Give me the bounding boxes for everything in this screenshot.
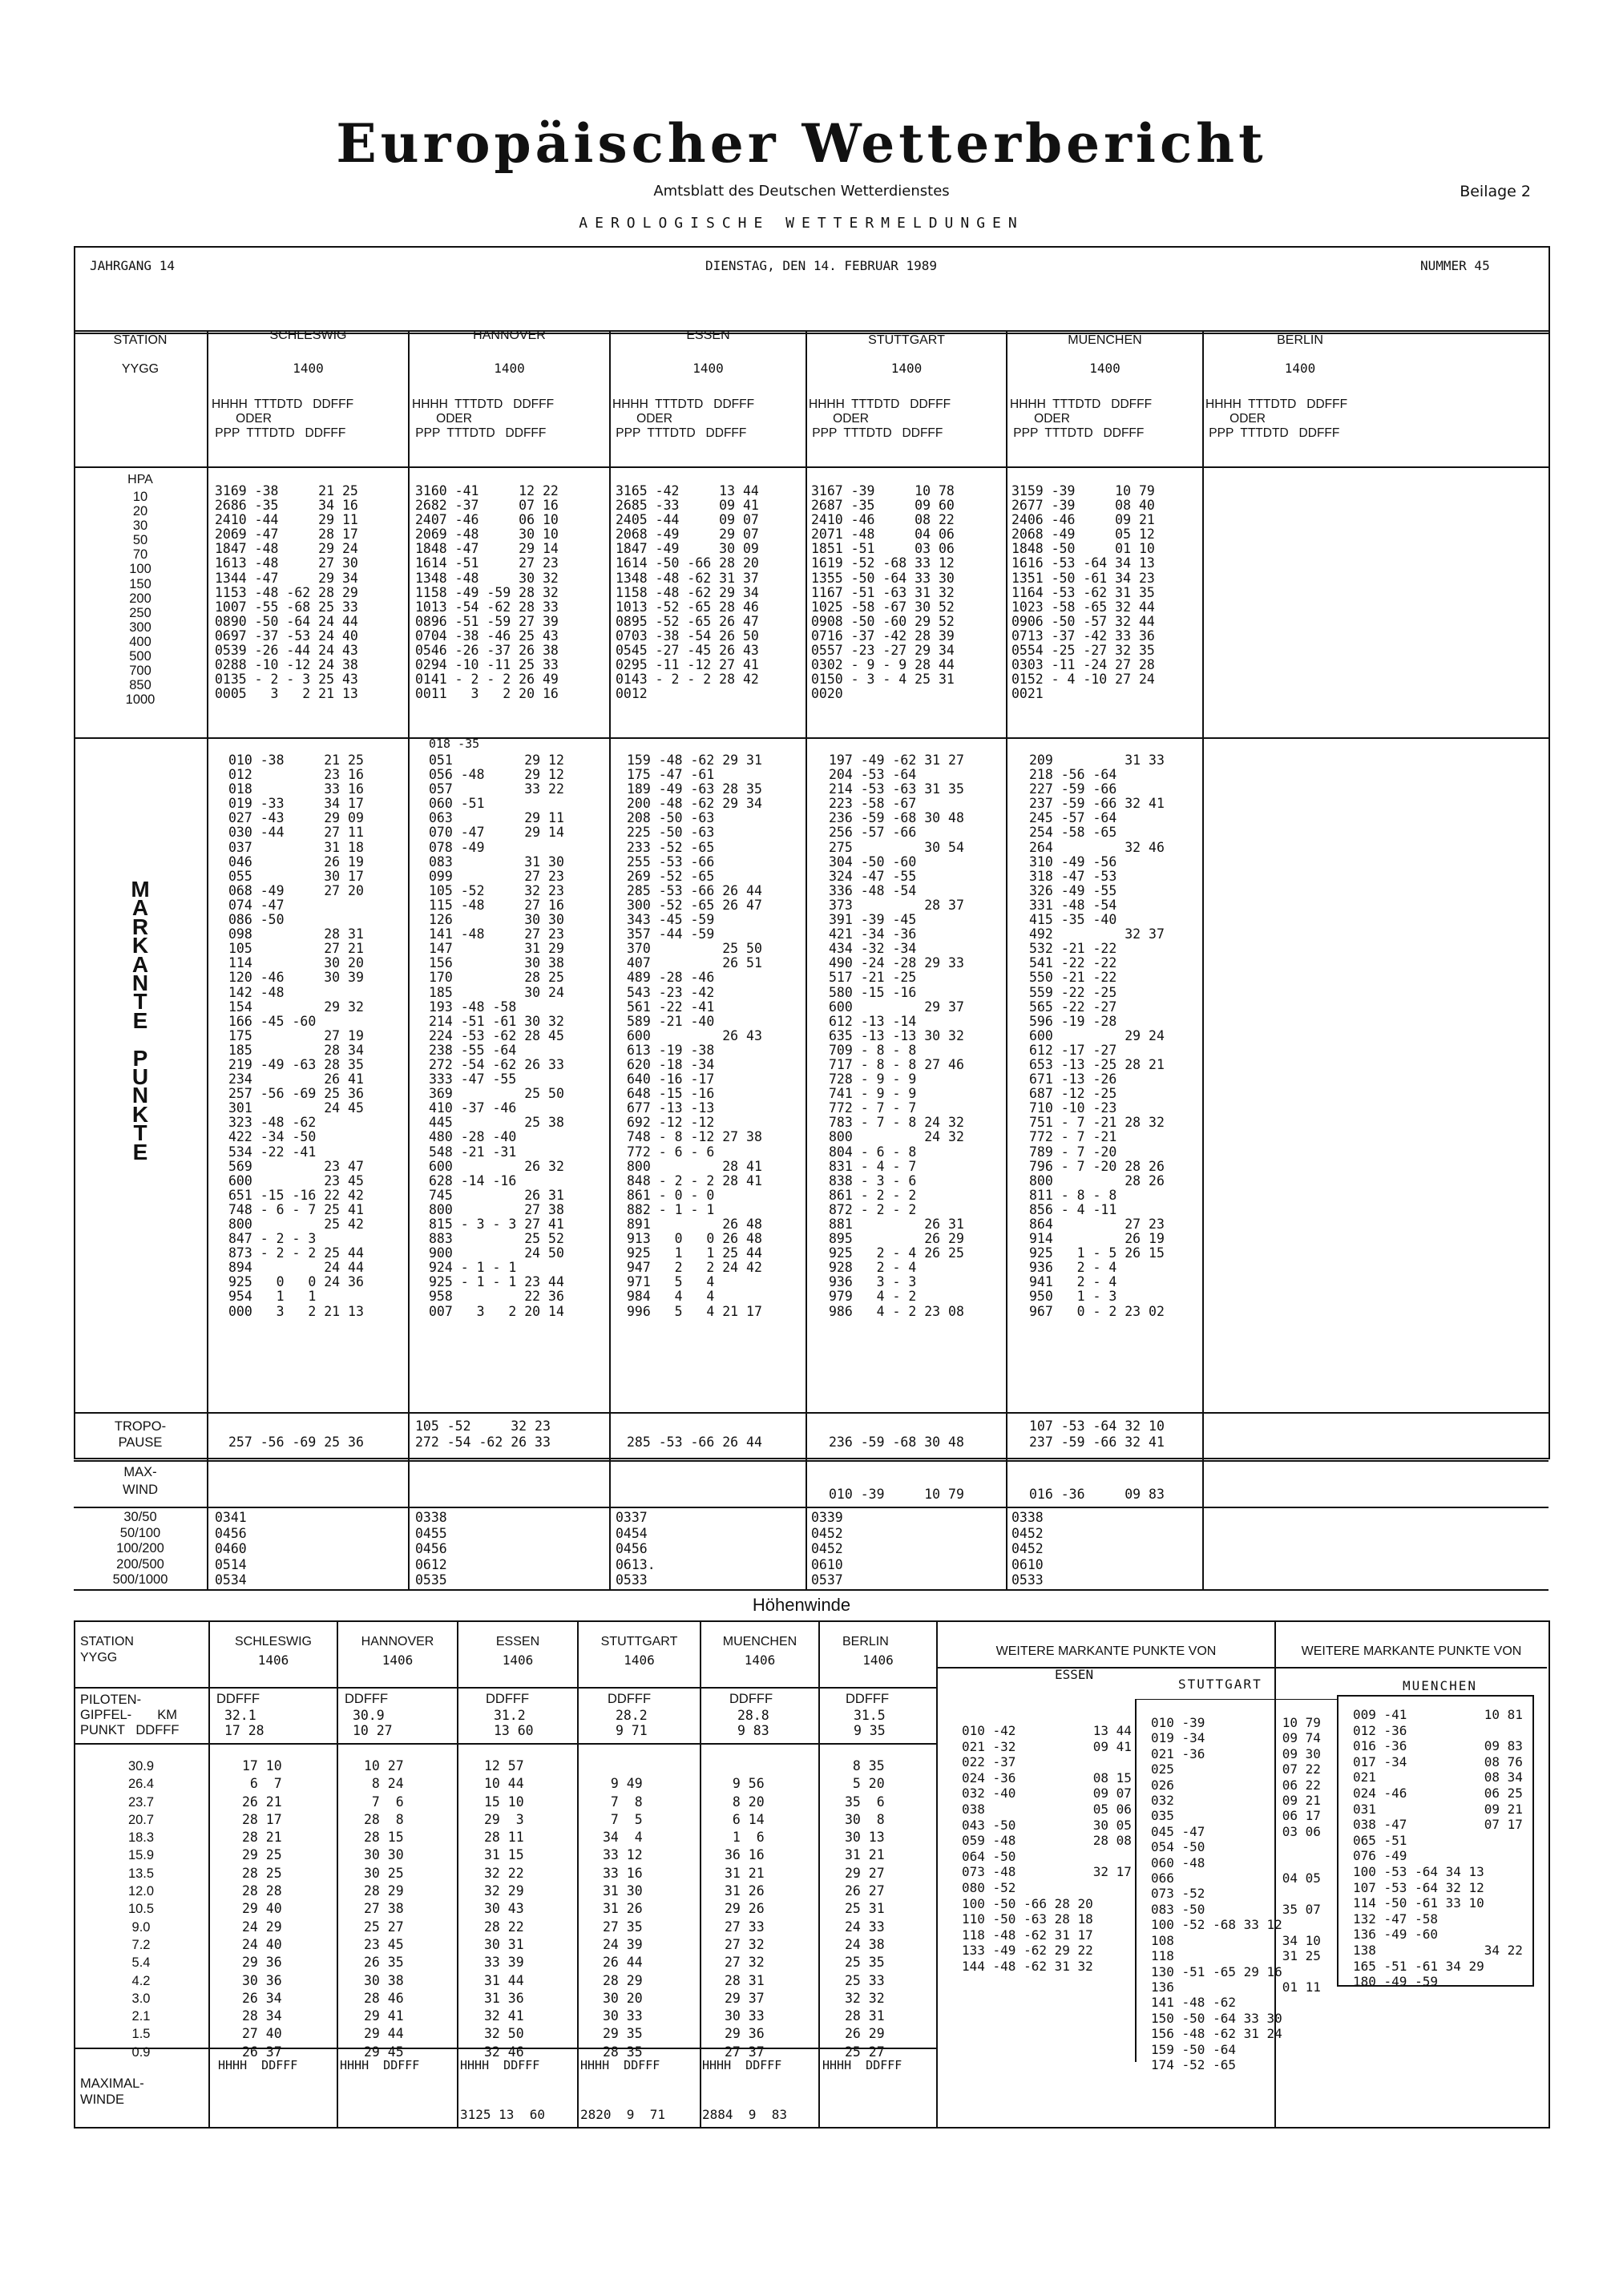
- publication-subtitle: Amtsblatt des Deutschen Wetterdienstes: [653, 183, 950, 200]
- markante-letter: P: [132, 1045, 148, 1071]
- hw-station-time: 1406: [744, 1652, 776, 1668]
- tropopause-stuttgart: 236 -59 -68 30 48: [829, 1434, 964, 1450]
- maximal-winde-label: MAXIMAL- WINDE: [80, 2076, 144, 2107]
- tropopause-hannover: 105 -52 32 23 272 -54 -62 26 33: [415, 1418, 551, 1450]
- hw-col-muenchen: 9 56 8 20 6 14 1 6 36 16 31 21 31 26 29 26 27 33 27 32 27 32 28 31 29 37 30 33 29 36 27 37: [725, 1776, 765, 2060]
- hw-station-name: STUTTGART: [600, 1635, 678, 1648]
- hw-col-essen: 12 57 10 44 15 10 29 3 28 11 31 15 32 22 32 29 30 43 28 22 30 31 33 39 31 44 31 36 32 41 32 50 32 46: [484, 1758, 524, 2060]
- maxwind-muenchen: 016 -36 09 83: [1029, 1487, 1165, 1502]
- tropopause-label: TROPO- PAUSE: [114, 1419, 167, 1450]
- maximal-head: HHHH DDFFF: [702, 2058, 782, 2072]
- standard-levels-muenchen: 3159 -39 10 79 2677 -39 08 40 2406 -46 09 21 2068 -49 05 12 1848 -50 01 10 1616 -53 -64 34 13 1351 -50 -61 34 23 1164 -53 -62 31 35 1023 -58 -65 32 44 0906 -50 -57 32 44 0713 -37 -42 33 36 0554 -25 -27 32 35 0303 -11 -24 27 28 0152 - 4 -10 27 24 0021: [1011, 483, 1155, 702]
- hw-col-schleswig: 17 10 6 7 26 21 28 17 28 21 29 25 28 25 28 28 29 40 24 29 24 40 29 36 30 36 26 34 28 34 27 40 26 37: [242, 1758, 282, 2060]
- weitere-muenchen-data: 009 -41 10 81 012 -36 016 -36 09 83 017 -34 08 76 021 08 34 024 -46 06 25 031 09 21 038 -47 07 17 065 -51 076 -49 100 -53 -64 34 13 107 -53 -64 32 12 114 -50 -61 33 10 132 -47 -58 136 -49 -60 138 34 22 165 -51 -61 34 29 180 -49 -59: [1353, 1707, 1523, 1990]
- hw-station-time: 1406: [862, 1652, 894, 1668]
- tropopause-schleswig: 257 -56 -69 25 36: [228, 1434, 364, 1450]
- maximal-stuttgart: 2820 9 71: [580, 2107, 665, 2122]
- hw-peak-cell: DDFFF 28.2 9 71: [608, 1692, 652, 1738]
- weitere-header-essen-stuttgart: WEITERE MARKANTE PUNKTE VON: [995, 1644, 1217, 1658]
- hw-col-hannover: 10 27 8 24 7 6 28 8 28 15 30 30 30 25 28 29 27 38 25 27 23 45 26 35 30 38 28 46 29 41 29 44 29 45: [364, 1758, 404, 2060]
- shear-stuttgart: 0339 0452 0452 0610 0537: [811, 1510, 843, 1588]
- hw-peak-cell: DDFFF 31.5 9 35: [846, 1692, 890, 1738]
- hw-station-time: 1406: [382, 1652, 414, 1668]
- column-header: HHHH TTTDTD DDFFF ODER PPP TTTDTD DDFFF: [809, 397, 951, 440]
- hw-station-time: 1406: [624, 1652, 655, 1668]
- yygg-label: YYGG: [121, 362, 159, 376]
- weitere-essen-data: 010 -42 13 44 021 -32 09 41 022 -37 024 -36 08 15 032 -40 09 07 038 05 06 043 -50 30 05 059 -48 28 08 064 -50 073 -48 32 17 080 -52 100 -50 -66 28 20 110 -50 -63 28 18 118 -48 -62 31 17 133 -49 -62 29 22 144 -48 -62 31 32: [962, 1723, 1132, 1974]
- weitere-stuttgart-data: 010 -39 10 79 019 -34 09 74 021 -36 09 30 025 07 22 026 06 22 032 09 21 035 06 17 045 -47 03 06 054 -50 060 -48 066 04 05 073 -52 083 -50 35 07 100 -52 -68 33 12 108 34 10 118 31 25 130 -51 -65 29 16 136 01 11 141 -48 -62 150 -50 -64 33 30 156 -48 -62 31 24 159 -50 -64 174 -52 -65: [1151, 1715, 1321, 2072]
- station-time: 1400: [692, 361, 724, 376]
- station-time: 1400: [1284, 361, 1316, 376]
- markante-stuttgart: 197 -49 -62 31 27 204 -53 -64 214 -53 -63 31 35 223 -58 -67 236 -59 -68 30 48 256 -57 -66 275 30 54 304 -50 -60 324 -47 -55 336 -48 -54 373 28 37 391 -39 -45 421 -34 -36 434 -32 -34 490 -24 -28 29 33 517 -21 -25 580 -15 -16 600 29 37 612 -13 -14 635 -13 -13 30 32 709 - 8 - 8 717 - 8 - 8 27 46 728 - 9 - 9 741 - 9 - 9 772 - 7 - 7 783 - 7 - 8 24 32 800 24 32 804 - 6 - 8 831 - 4 - 7 838 - 3 - 6 861 - 2 - 2 872 - 2 - 2 881 26 31 895 26 29 925 2 - 4 26 25 928 2 - 4 936 3 - 3 979 4 - 2 986 4 - 2 23 08: [829, 753, 964, 1319]
- station-label: STATION: [113, 333, 168, 347]
- markante-essen: 159 -48 -62 29 31 175 -47 -61 189 -49 -63 28 35 200 -48 -62 29 34 208 -50 -63 225 -50 -63 233 -52 -65 255 -53 -66 269 -52 -65 285 -53 -66 26 44 300 -52 -65 26 47 343 -45 -59 357 -44 -59 370 25 50 407 26 51 489 -28 -46 543 -23 -42 561 -22 -41 589 -21 -40 600 26 43 613 -19 -38 620 -18 -34 640 -16 -17 648 -15 -16 677 -13 -13 692 -12 -12 748 - 8 -12 27 38 772 - 6 - 6 800 28 41 848 - 2 - 2 28 41 861 - 0 - 0 882 - 1 - 1 891 26 48 913 0 0 26 48 925 1 1 25 44 947 2 2 24 42 971 5 4 984 4 4 996 5 4 21 17: [627, 753, 762, 1319]
- weitere-muenchen-label: MUENCHEN: [1403, 1678, 1478, 1693]
- hw-station-name: HANNOVER: [361, 1635, 434, 1648]
- hw-peak-cell: DDFFF 31.2 13 60: [486, 1692, 534, 1738]
- hw-col-berlin: 8 35 5 20 35 6 30 8 30 13 31 21 29 27 26 27 25 31 24 33 24 38 25 35 25 33 32 32 28 31 26 29 25 27: [845, 1758, 885, 2060]
- markante-letter: R: [131, 914, 149, 939]
- station-time: 1400: [890, 361, 923, 376]
- shear-labels: 30/50 50/100 100/200 200/500 500/1000: [112, 1510, 168, 1587]
- station-name: STUTTGART: [868, 333, 945, 347]
- standard-levels-hannover: 3160 -41 12 22 2682 -37 07 16 2407 -46 06 10 2069 -48 30 10 1848 -47 29 14 1614 -51 27 23 1348 -48 30 32 1158 -49 -59 28 32 1013 -54 -62 28 33 0896 -51 -59 27 39 0704 -38 -46 25 43 0546 -26 -37 26 38 0294 -10 -11 25 33 0141 - 2 - 2 26 49 0011 3 2 20 16: [415, 483, 559, 702]
- markante-hannover: 051 29 12 056 -48 29 12 057 33 22 060 -51 063 29 11 070 -47 29 14 078 -49 083 31 30 099 27 23 105 -52 32 23 115 -48 27 16 126 30 30 141 -48 27 23 147 31 29 156 30 38 170 28 25 185 30 24 193 -48 -58 214 -51 -61 30 32 224 -53 -62 28 45 238 -55 -64 272 -54 -62 26 33 333 -47 -55 369 25 50 410 -37 -46 445 25 38 480 -28 -40 548 -21 -31 600 26 32 628 -14 -16 745 26 31 800 27 38 815 - 3 - 3 27 41 883 25 52 900 24 50 924 - 1 - 1 925 - 1 - 1 23 44 958 22 36 007 3 2 20 14: [429, 753, 564, 1319]
- markante-letter: K: [131, 933, 149, 958]
- station-name: SCHLESWIG: [269, 329, 347, 342]
- piloten-label: PILOTEN- GIPFEL- KM PUNKT DDFFF: [80, 1693, 180, 1737]
- hw-col-stuttgart: 9 49 7 8 7 5 34 4 33 12 33 16 31 30 31 26 27 35 24 39 26 44 28 29 30 20 30 33 29 35 28 35: [603, 1776, 643, 2060]
- tropopause-muenchen: 107 -53 -64 32 10 237 -59 -66 32 41: [1029, 1418, 1165, 1450]
- maximal-essen: 3125 13 60: [460, 2107, 545, 2122]
- jahrgang: JAHRGANG 14: [90, 258, 175, 273]
- issue-number: NUMMER 45: [1420, 258, 1490, 273]
- maxwind-stuttgart: 010 -39 10 79: [829, 1487, 964, 1502]
- markante-letter: N: [131, 1083, 149, 1108]
- standard-levels-essen: 3165 -42 13 44 2685 -33 09 41 2405 -44 09 07 2068 -49 29 07 1847 -49 30 09 1614 -50 -66 28 20 1348 -48 -62 31 37 1158 -48 -62 29 34 1013 -52 -65 28 46 0895 -52 -65 26 47 0703 -38 -54 26 50 0545 -27 -45 26 43 0295 -11 -12 27 41 0143 - 2 - 2 28 42 0012: [616, 483, 759, 702]
- standard-levels-schleswig: 3169 -38 21 25 2686 -35 34 16 2410 -44 29 11 2069 -47 28 17 1847 -48 29 24 1613 -48 27 30 1344 -47 29 34 1153 -48 -62 28 29 1007 -55 -68 25 33 0890 -50 -64 24 44 0697 -37 -53 24 40 0539 -26 -44 24 43 0288 -10 -12 24 38 0135 - 2 - 3 25 43 0005 3 2 21 13: [215, 483, 358, 702]
- hpa-levels: 10 20 30 50 70 100 150 200 250 300 400 500 700 850 1000: [125, 490, 155, 708]
- markante-letter: E: [132, 1139, 148, 1164]
- maximal-head: HHHH DDFFF: [340, 2058, 420, 2072]
- shear-schleswig: 0341 0456 0460 0514 0534: [215, 1510, 247, 1588]
- maximal-head: HHHH DDFFF: [822, 2058, 902, 2072]
- section-title: AEROLOGISCHE WETTERMELDUNGEN: [579, 215, 1024, 232]
- hw-station-time: 1406: [257, 1652, 289, 1668]
- hoehenwinde-title: Höhenwinde: [752, 1595, 851, 1615]
- markante-letter: A: [131, 951, 149, 977]
- station-time: 1400: [1089, 361, 1120, 376]
- station-time: 1400: [293, 361, 324, 376]
- beilage-label: Beilage 2: [1460, 183, 1531, 200]
- column-header: HHHH TTTDTD DDFFF ODER PPP TTTDTD DDFFF: [212, 397, 354, 440]
- weitere-header-muenchen: WEITERE MARKANTE PUNKTE VON: [1301, 1644, 1522, 1658]
- station-name: ESSEN: [686, 329, 730, 342]
- weitere-stuttgart-label: STUTTGART: [1178, 1677, 1262, 1692]
- standard-levels-stuttgart: 3167 -39 10 78 2687 -35 09 60 2410 -46 08 22 2071 -48 04 06 1851 -51 03 06 1619 -52 -68 33 12 1355 -50 -64 33 30 1167 -51 -63 31 32 1025 -58 -67 30 52 0908 -50 -60 29 52 0716 -37 -42 28 39 0557 -23 -27 29 34 0302 - 9 - 9 28 44 0150 - 3 - 4 25 31 0020: [811, 483, 955, 702]
- maxwind-label: MAX- WIND: [123, 1465, 158, 1497]
- markante-letter: M: [131, 877, 150, 902]
- hw-peak-cell: DDFFF 28.8 9 83: [729, 1692, 773, 1738]
- column-header: HHHH TTTDTD DDFFF ODER PPP TTTDTD DDFFF: [412, 397, 555, 440]
- station-time: 1400: [494, 361, 525, 376]
- hw-peak-cell: DDFFF 32.1 17 28: [216, 1692, 264, 1738]
- shear-essen: 0337 0454 0456 0613. 0533: [616, 1510, 656, 1588]
- markante-punkte-label: [74, 877, 207, 1164]
- hw-station-label: STATION: [80, 1635, 134, 1648]
- hw-km-levels: 30.9 26.4 23.7 20.7 18.3 15.9 13.5 12.0 10.5 9.0 7.2 5.4 4.2 3.0 2.1 1.5 0.9: [127, 1759, 155, 2060]
- column-header: HHHH TTTDTD DDFFF ODER PPP TTTDTD DDFFF: [1205, 397, 1348, 440]
- hw-station-name: SCHLESWIG: [234, 1635, 312, 1648]
- hw-yygg-label: YYGG: [80, 1651, 118, 1664]
- hw-station-name: MUENCHEN: [722, 1635, 797, 1648]
- hannover-overflow-mark: 018 -35: [429, 736, 480, 751]
- markante-letter: T: [133, 1120, 147, 1146]
- maximal-head: HHHH DDFFF: [580, 2058, 660, 2072]
- tropopause-essen: 285 -53 -66 26 44: [627, 1434, 762, 1450]
- markante-letter: U: [131, 1064, 149, 1090]
- maximal-head: HHHH DDFFF: [218, 2058, 298, 2072]
- station-name: BERLIN: [1277, 333, 1323, 347]
- shear-muenchen: 0338 0452 0452 0610 0533: [1011, 1510, 1044, 1588]
- station-name: MUENCHEN: [1068, 333, 1142, 347]
- markante-letter: A: [131, 895, 149, 921]
- hpa-label: HPA: [127, 473, 153, 486]
- column-header: HHHH TTTDTD DDFFF ODER PPP TTTDTD DDFFF: [1010, 397, 1153, 440]
- hw-station-name: ESSEN: [495, 1635, 540, 1648]
- markante-muenchen: 209 31 33 218 -56 -64 227 -59 -66 237 -59 -66 32 41 245 -57 -64 254 -58 -65 264 32 46 310 -49 -56 318 -47 -53 326 -49 -55 331 -48 -54 415 -35 -40 492 32 37 532 -21 -22 541 -22 -22 550 -21 -22 559 -22 -25 565 -22 -27 596 -19 -28 600 29 24 612 -17 -27 653 -13 -25 28 21 671 -13 -26 687 -12 -25 710 -10 -23 751 - 7 -21 28 32 772 - 7 -21 789 - 7 -20 796 - 7 -20 28 26 800 28 26 811 - 8 - 8 856 - 4 -11 864 27 23 914 26 19 925 1 - 5 26 15 936 2 - 4 941 2 - 4 950 1 - 3 967 0 - 2 23 02: [1029, 753, 1165, 1319]
- hw-station-name: BERLIN: [842, 1635, 889, 1648]
- markante-letter: T: [133, 989, 147, 1015]
- column-header: HHHH TTTDTD DDFFF ODER PPP TTTDTD DDFFF: [612, 397, 755, 440]
- maximal-head: HHHH DDFFF: [460, 2058, 540, 2072]
- station-name: HANNOVER: [473, 329, 546, 342]
- markante-schleswig: 010 -38 21 25 012 23 16 018 33 16 019 -33 34 17 027 -43 29 09 030 -44 27 11 037 31 18 046 26 19 055 30 17 068 -49 27 20 074 -47 086 -50 098 28 31 105 27 21 114 30 20 120 -46 30 39 142 -48 154 29 32 166 -45 -60 175 27 19 185 28 34 219 -49 -63 28 35 234 26 41 257 -56 -69 25 36 301 24 45 323 -48 -62 422 -34 -50 534 -22 -41 569 23 47 600 23 45 651 -15 -16 22 42 748 - 6 - 7 25 41 800 25 42 847 - 2 - 3 873 - 2 - 2 25 44 894 24 44 925 0 0 24 36 954 1 1 000 3 2 21 13: [228, 753, 364, 1319]
- markante-letter: E: [132, 1007, 148, 1033]
- weitere-essen-label: ESSEN: [1055, 1667, 1094, 1682]
- markante-letter: N: [131, 970, 149, 996]
- page-title: Europäischer Wetterbericht: [336, 112, 1267, 175]
- maximal-muenchen: 2884 9 83: [702, 2107, 787, 2122]
- issue-date: DIENSTAG, DEN 14. FEBRUAR 1989: [705, 258, 937, 273]
- shear-hannover: 0338 0455 0456 0612 0535: [415, 1510, 447, 1588]
- markante-letter: K: [131, 1101, 149, 1127]
- hw-station-time: 1406: [502, 1652, 534, 1668]
- hw-peak-cell: DDFFF 30.9 10 27: [345, 1692, 393, 1738]
